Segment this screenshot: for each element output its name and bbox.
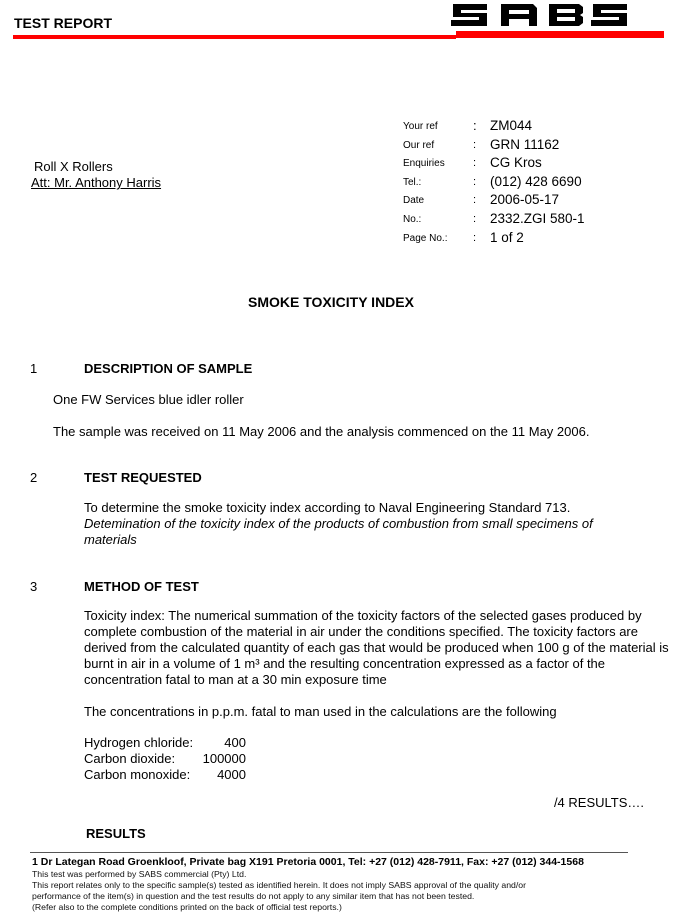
section-heading: METHOD OF TEST	[84, 579, 199, 594]
toxicity-index-definition: Toxicity index: The numerical summation of the toxicity factors of the selected gases produced by complete combustion of the material in air under the conditions specified. The toxicity factors are derived from the calculated quantity of each gas that would be produced when 100 g of the material is burnt in air in a volume of 1 m³ and the resulting concentration expressed as a factor of the concentration fatal to man at a 30 min exposure time	[84, 608, 669, 687]
gas-row	[84, 735, 254, 751]
gas-value: 400	[224, 735, 246, 750]
gas-row	[84, 751, 254, 767]
ref-separator: :	[473, 194, 477, 207]
ref-label: Tel.:	[403, 176, 422, 188]
sample-description: One FW Services blue idler roller	[53, 392, 244, 407]
ref-separator: :	[473, 157, 477, 170]
section-number: 3	[30, 579, 38, 594]
section-number: 1	[30, 361, 38, 376]
gas-row	[84, 767, 254, 783]
footer-line: This test was performed by SABS commercial (Pty) Ltd.	[32, 869, 247, 879]
ref-label: Date	[403, 195, 425, 207]
ref-value: GRN 11162	[490, 136, 560, 152]
test-requested-standard: To determine the smoke toxicity index according to Naval Engineering Standard 713.	[84, 500, 571, 515]
footer-line: performance of the item(s) in question and the test results do not apply to any similar item that has not been tested.	[32, 891, 475, 901]
gas-value: 4000	[217, 767, 246, 782]
gas-value: 100000	[202, 751, 246, 766]
sample-received-note: The sample was received on 11 May 2006 and the analysis commenced on the 11 May 2006.	[53, 424, 590, 439]
ref-label: Your ref	[403, 121, 438, 132]
test-requested-description: Detemination of the toxicity index of the products of combustion from small specimens of materials	[84, 516, 593, 547]
ref-label: No.:	[403, 213, 422, 225]
ref-separator: :	[473, 175, 477, 188]
ref-separator: :	[473, 231, 477, 244]
ref-label: Our ref	[403, 139, 435, 151]
ref-separator: :	[473, 138, 477, 151]
ref-value: ZM044	[490, 118, 533, 133]
ref-separator: :	[473, 212, 477, 225]
addressee-company: Roll X Rollers	[34, 159, 113, 174]
section-number: 2	[30, 470, 38, 485]
footer-line: This report relates only to the specific sample(s) tested as identified herein. It does not imply SABS approval of the quality and/or	[32, 880, 526, 890]
ref-value: 2006-05-17	[490, 192, 560, 208]
ref-label: Enquiries	[403, 158, 445, 170]
footer-divider	[30, 852, 628, 853]
ref-value: 2332.ZGI 580-1	[490, 210, 585, 226]
continuation-note: /4 RESULTS….	[553, 795, 644, 810]
gas-name: Carbon dioxide:	[84, 751, 176, 766]
gas-name: Carbon monoxide:	[84, 767, 191, 782]
section-heading: TEST REQUESTED	[84, 470, 202, 485]
document-title: SMOKE TOXICITY INDEX	[248, 294, 414, 310]
ref-label: Page No.:	[403, 232, 448, 244]
ref-value: CG Kros	[490, 155, 542, 171]
sabs-logo	[451, 0, 631, 28]
header-red-rule	[13, 35, 456, 39]
concentrations-intro: The concentrations in p.p.m. fatal to man used in the calculations are the following	[84, 704, 557, 719]
footer-address: 1 Dr Lategan Road Groenkloof, Private bag X191 Pretoria 0001, Tel: +27 (012) 428-7911, Fax: +27 (012) 344-1568	[32, 856, 584, 868]
ref-value: (012) 428 6690	[490, 173, 582, 189]
header-red-rule-thick	[456, 31, 664, 38]
section-heading: DESCRIPTION OF SAMPLE	[84, 361, 253, 376]
report-header-title: TEST REPORT	[14, 15, 113, 31]
footer-line: (Refer also to the complete conditions printed on the back of official test reports.)	[32, 902, 342, 912]
gas-name: Hydrogen chloride:	[84, 735, 194, 750]
results-heading: RESULTS	[86, 826, 146, 841]
test-requested-text	[84, 500, 644, 548]
addressee-attention: Att: Mr. Anthony Harris	[31, 175, 162, 190]
ref-separator: :	[473, 118, 477, 133]
ref-value: 1 of 2	[490, 229, 524, 245]
